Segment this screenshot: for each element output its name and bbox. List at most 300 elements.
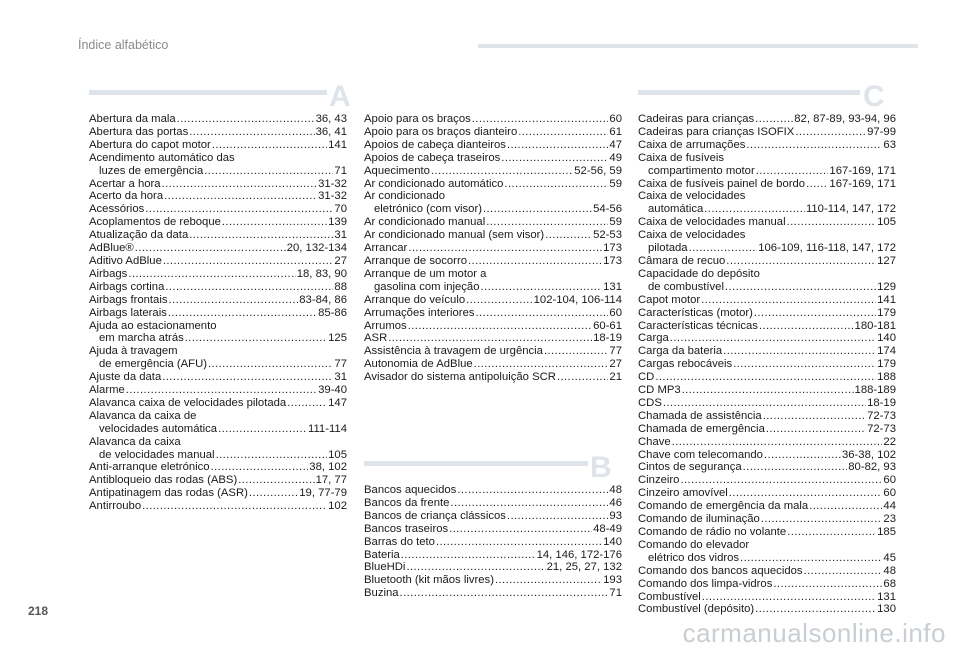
- index-entry-label: CDS: [638, 396, 662, 409]
- index-entry: [89, 500, 347, 513]
- dot-leader: [168, 307, 317, 320]
- index-entry-label: Ar condicionado manual: [364, 216, 486, 229]
- dot-leader: [238, 474, 314, 487]
- dot-leader: [216, 449, 328, 462]
- index-entry: [638, 487, 896, 500]
- index-entry-label: Chave: [638, 435, 671, 448]
- index-entry: [638, 165, 896, 178]
- index-entry-label: Anti-arranque eletrónico: [89, 461, 210, 474]
- dot-leader: [518, 126, 608, 139]
- index-entry: [89, 371, 347, 384]
- index-entry-label: Alavanca caixa de velocidades pilotada: [89, 396, 287, 409]
- index-entry-label: Acerto da hora: [89, 190, 164, 203]
- index-entry-label: Ar condicionado automático: [364, 177, 504, 190]
- dot-leader: [474, 358, 609, 371]
- index-entry-label: Alarme: [89, 384, 125, 397]
- index-entry: [638, 371, 896, 384]
- index-entry-pages: 141: [328, 138, 347, 151]
- index-entry: [638, 320, 896, 333]
- index-entry-heading: Caixa de fusíveis: [638, 151, 725, 164]
- dot-leader: [401, 549, 536, 562]
- dot-leader: [189, 229, 333, 242]
- index-entry-label: Buzina: [364, 587, 399, 600]
- index-entry-label: CD MP3: [638, 384, 681, 397]
- index-entry-label: Características (motor): [638, 306, 753, 319]
- index-entry-label: luzes de emergência: [99, 164, 204, 177]
- dot-leader: [481, 281, 603, 294]
- dot-leader: [754, 307, 876, 320]
- index-entry-label: Bancos da frente: [364, 496, 450, 509]
- dot-leader: [504, 178, 608, 191]
- index-entry-pages: 59: [609, 216, 622, 229]
- dot-leader: [672, 436, 883, 449]
- index-entry-label: Acoplamentos de reboque: [89, 216, 221, 229]
- index-entry: [89, 449, 347, 462]
- dot-leader: [763, 410, 866, 423]
- index-entry-pages: 97-99: [867, 125, 896, 138]
- index-entry-label: Bancos aquecidos: [364, 484, 457, 496]
- dot-leader: [701, 294, 876, 307]
- index-entry-heading: Caixa de velocidades: [638, 190, 746, 203]
- index-entry: [364, 281, 622, 294]
- watermark-text: carmanualsonline.info: [682, 618, 946, 648]
- dot-leader: [211, 461, 309, 474]
- index-entry-pages: 21: [609, 371, 622, 384]
- index-entry: [638, 474, 896, 487]
- index-entry: [638, 423, 896, 436]
- index-entry-label: Caixa de fusíveis painel de bordo: [638, 177, 806, 190]
- section-a-bar: [89, 90, 327, 95]
- index-entry-pages: 14, 146, 172-176: [536, 548, 622, 561]
- dot-leader: [544, 345, 608, 358]
- dot-leader: [670, 332, 876, 345]
- index-entry-label: Chamada de emergência: [638, 422, 765, 435]
- index-entry: [638, 578, 896, 591]
- index-entry: [364, 497, 622, 510]
- dot-leader: [723, 345, 876, 358]
- dot-leader: [663, 397, 866, 410]
- index-entry-pages: 45: [883, 551, 896, 564]
- dot-leader: [761, 513, 883, 526]
- index-entry-label: Cintos de segurança: [638, 461, 742, 474]
- index-entry-pages: 105: [328, 448, 347, 461]
- dot-leader: [682, 384, 854, 397]
- index-entry-label: Carga da bateria: [638, 345, 723, 358]
- index-entry-pages: 111-114: [308, 422, 347, 435]
- dot-leader: [733, 358, 876, 371]
- index-entry: [364, 216, 622, 229]
- index-entry-label: Bancos de criança clássicos: [364, 509, 506, 522]
- header-divider-bar: [478, 44, 918, 48]
- index-entry-label: Airbags: [89, 267, 128, 280]
- index-entry-pages: 23: [883, 513, 896, 526]
- index-entry-pages: 31-32: [318, 190, 347, 203]
- index-entry-pages: 188: [877, 371, 896, 384]
- index-entry-pages: 147: [328, 396, 347, 409]
- index-entry-label: Antirroubo: [89, 500, 142, 513]
- dot-leader: [507, 139, 608, 152]
- index-entry-pages: 167-169, 171: [829, 177, 896, 190]
- index-entry: [638, 603, 896, 616]
- index-entry-label: Comando dos limpa-vidros: [638, 577, 773, 590]
- dot-leader: [743, 461, 848, 474]
- index-entry: [364, 549, 622, 562]
- index-entry-label: BlueHDi: [364, 561, 406, 574]
- dot-leader: [222, 216, 327, 229]
- index-entry-label: de emergência (AFU): [99, 358, 207, 371]
- index-entry: [89, 474, 347, 487]
- index-entry: [638, 461, 896, 474]
- index-entry: [364, 307, 622, 320]
- index-entry-label: Ar condicionado manual (sem visor): [364, 229, 545, 242]
- index-entry-heading: Comando do elevador: [638, 538, 750, 551]
- dot-leader: [164, 190, 317, 203]
- index-entry-pages: 125: [328, 332, 347, 345]
- dot-leader: [169, 294, 299, 307]
- index-entry-pages: 193: [603, 574, 622, 587]
- dot-leader: [766, 423, 866, 436]
- index-entry-pages: 140: [877, 332, 896, 345]
- index-entry-label: Aquecimento: [364, 164, 430, 177]
- index-entry-pages: 110-114, 147, 172: [805, 203, 896, 216]
- page-number: 218: [28, 604, 49, 618]
- index-column-b: [364, 484, 622, 600]
- index-entry: [89, 190, 347, 203]
- dot-leader: [128, 268, 295, 281]
- index-entry-label: Atualização da data: [89, 229, 189, 242]
- dot-leader: [162, 178, 318, 191]
- index-entry-pages: 71: [609, 587, 622, 600]
- section-b-bar: [364, 461, 588, 466]
- index-entry-label: Airbags cortina: [89, 280, 165, 293]
- index-entry: [89, 332, 347, 345]
- index-entry-pages: 59: [609, 177, 622, 190]
- index-entry: [638, 397, 896, 410]
- index-entry: [638, 436, 896, 449]
- index-entry-label: Apoio para os braços dianteiro: [364, 125, 518, 138]
- index-entry-label: ASR: [364, 332, 388, 345]
- index-entry-label: Características técnicas: [638, 319, 758, 332]
- index-entry: [638, 178, 896, 191]
- index-entry: [364, 178, 622, 191]
- dot-leader: [545, 229, 592, 242]
- index-entry: [364, 126, 622, 139]
- index-entry-label: Câmara de recuo: [638, 254, 726, 267]
- index-entry-pages: 71: [334, 164, 347, 177]
- dot-leader: [177, 113, 315, 126]
- index-entry-label: Acertar a hora: [89, 177, 161, 190]
- dot-leader: [189, 126, 314, 139]
- index-entry-label: Arranque do veículo: [364, 293, 466, 306]
- index-entry-label: Bancos traseiros: [364, 522, 449, 535]
- dot-leader: [806, 178, 828, 191]
- index-entry-pages: 49: [609, 151, 622, 164]
- dot-leader: [431, 165, 573, 178]
- index-entry-pages: 102: [328, 500, 347, 513]
- index-entry-pages: 36-38, 102: [841, 448, 896, 461]
- index-entry-label: Cadeiras para crianças ISOFIX: [638, 125, 795, 138]
- dot-leader: [408, 242, 602, 255]
- index-entry-heading: Caixa de velocidades: [638, 229, 746, 242]
- index-entry: [638, 281, 896, 294]
- index-entry: [638, 345, 896, 358]
- index-entry-label: Chave com telecomando: [638, 448, 763, 461]
- section-b-letter: B: [590, 451, 612, 484]
- dot-leader: [218, 423, 307, 436]
- index-entry-pages: 72-73: [867, 409, 896, 422]
- index-entry: [89, 423, 347, 436]
- index-entry-pages: 48: [883, 564, 896, 577]
- index-entry-label: Arrancar: [364, 242, 408, 255]
- index-entry: [89, 242, 347, 255]
- dot-leader: [185, 332, 327, 345]
- index-entry-pages: 70: [334, 203, 347, 216]
- index-entry-label: Assistência à travagem de urgência: [364, 345, 543, 358]
- index-entry: [364, 371, 622, 384]
- index-entry-pages: 54-56: [593, 203, 622, 216]
- index-entry-label: Bateria: [364, 548, 400, 561]
- index-entry-label: automática: [648, 203, 704, 216]
- index-entry-pages: 60: [609, 306, 622, 319]
- dot-leader: [145, 203, 333, 216]
- index-entry: [89, 255, 347, 268]
- index-entry: [89, 165, 347, 178]
- index-entry-pages: 31: [334, 371, 347, 384]
- index-entry: [364, 113, 622, 126]
- index-entry: [89, 384, 347, 397]
- dot-leader: [212, 139, 327, 152]
- dot-leader: [204, 165, 333, 178]
- dot-leader: [804, 565, 883, 578]
- index-entry-label: Abertura das portas: [89, 125, 189, 138]
- index-entry-pages: 129: [877, 280, 896, 293]
- index-entry: [364, 152, 622, 165]
- index-entry-pages: 179: [877, 358, 896, 371]
- index-entry-pages: 167-169, 171: [829, 164, 896, 177]
- dot-leader: [501, 152, 608, 165]
- index-entry: [364, 165, 622, 178]
- index-entry-label: Abertura do capot motor: [89, 138, 211, 151]
- index-entry-pages: 174: [877, 345, 896, 358]
- dot-leader: [764, 449, 841, 462]
- index-entry: [89, 281, 347, 294]
- index-entry: [364, 561, 622, 574]
- index-entry-label: Airbags laterais: [89, 306, 167, 319]
- section-c-letter: C: [863, 80, 885, 113]
- index-entry-pages: 77: [334, 358, 347, 371]
- dot-leader: [142, 500, 327, 513]
- index-entry-pages: 131: [877, 590, 896, 603]
- index-entry-heading: Ajuda ao estacionamento: [89, 319, 217, 332]
- index-entry-pages: 93: [609, 509, 622, 522]
- index-entry-label: de combustível: [648, 280, 724, 293]
- index-entry: [638, 242, 896, 255]
- index-entry-pages: 38, 102: [309, 461, 347, 474]
- index-entry: [364, 255, 622, 268]
- dot-leader: [408, 320, 592, 333]
- index-entry: [638, 294, 896, 307]
- index-entry: [364, 229, 622, 242]
- index-entry-heading: Alavanca da caixa: [89, 435, 181, 448]
- dot-leader: [388, 332, 592, 345]
- index-entry: [364, 242, 622, 255]
- index-entry-label: Arranque de socorro: [364, 254, 467, 267]
- index-entry: [638, 526, 896, 539]
- index-entry: [89, 178, 347, 191]
- index-entry-pages: 127: [877, 254, 896, 267]
- index-entry-pages: 140: [603, 535, 622, 548]
- index-entry: [638, 307, 896, 320]
- index-entry-pages: 173: [603, 254, 622, 267]
- dot-leader: [126, 384, 317, 397]
- index-entry-pages: 44: [883, 500, 896, 513]
- index-entry-label: Abertura da mala: [89, 113, 176, 125]
- dot-leader: [702, 591, 876, 604]
- index-entry-pages: 18-19: [593, 332, 622, 345]
- index-entry-label: em marcha atrás: [99, 332, 184, 345]
- dot-leader: [249, 487, 298, 500]
- index-entry-label: Antibloqueio das rodas (ABS): [89, 474, 238, 487]
- index-entry-label: Caixa de velocidades manual: [638, 216, 786, 229]
- index-entry: [638, 449, 896, 462]
- dot-leader: [787, 216, 877, 229]
- dot-leader: [495, 574, 602, 587]
- dot-leader: [756, 165, 829, 178]
- index-entry: [89, 294, 347, 307]
- dot-leader: [773, 578, 882, 591]
- dot-leader: [726, 255, 876, 268]
- index-entry-pages: 17, 77: [315, 474, 347, 487]
- index-entry-pages: 31: [334, 229, 347, 242]
- index-entry-label: Comando dos bancos aquecidos: [638, 564, 803, 577]
- index-entry-heading: Ajuda à travagem: [89, 345, 178, 358]
- index-entry-heading: Ar condicionado: [364, 190, 446, 203]
- index-entry: [364, 203, 622, 216]
- index-entry: [364, 320, 622, 333]
- index-entry-label: Combustível: [638, 590, 701, 603]
- index-entry: [89, 307, 347, 320]
- index-entry-pages: 105: [877, 216, 896, 229]
- index-entry-pages: 106-109, 116-118, 147, 172: [758, 242, 896, 255]
- index-entry-pages: 68: [883, 577, 896, 590]
- index-entry: [89, 358, 347, 371]
- index-entry: [638, 203, 896, 216]
- dot-leader: [680, 474, 882, 487]
- dot-leader: [729, 487, 883, 500]
- index-entry: [89, 268, 347, 281]
- index-entry-pages: 179: [877, 306, 896, 319]
- dot-leader: [135, 242, 286, 255]
- index-entry-pages: 63: [883, 138, 896, 151]
- index-entry: [89, 216, 347, 229]
- index-entry-label: Acessórios: [89, 203, 145, 216]
- index-entry-pages: 173: [603, 242, 622, 255]
- index-entry-label: Cinzeiro: [638, 474, 680, 487]
- index-entry-label: elétrico dos vidros: [648, 551, 740, 564]
- index-entry-pages: 27: [609, 358, 622, 371]
- index-entry-pages: 102-104, 106-114: [533, 293, 622, 306]
- index-entry-label: Comando de emergência da mala: [638, 500, 809, 513]
- dot-leader: [400, 587, 609, 600]
- dot-leader: [740, 552, 882, 565]
- index-entry-pages: 80-82, 93: [848, 461, 896, 474]
- index-entry-label: Comando de rádio no volante: [638, 526, 787, 538]
- index-entry-label: Airbags frontais: [89, 293, 168, 306]
- index-entry-label: Combustível (depósito): [638, 603, 755, 616]
- index-entry-label: Autonomia de AdBlue: [364, 358, 473, 371]
- index-entry-label: Chamada de assistência: [638, 409, 762, 422]
- index-entry-pages: 22: [883, 435, 896, 448]
- index-entry: [638, 113, 896, 126]
- index-entry: [89, 126, 347, 139]
- index-column-a: [89, 113, 347, 513]
- index-entry-label: Ajuste da data: [89, 371, 162, 384]
- index-entry: [364, 484, 622, 497]
- index-entry-pages: 47: [609, 138, 622, 151]
- dot-leader: [725, 281, 876, 294]
- dot-leader: [162, 371, 333, 384]
- index-entry-pages: 141: [877, 293, 896, 306]
- index-entry: [638, 500, 896, 513]
- index-entry-label: Avisador do sistema antipoluição SCR: [364, 371, 556, 384]
- index-entry: [89, 397, 347, 410]
- index-entry-label: Comando de iluminação: [638, 513, 760, 526]
- index-column-a-continued: [364, 113, 622, 384]
- index-entry-pages: 85-86: [318, 306, 347, 319]
- index-entry-pages: 18, 83, 90: [296, 267, 347, 280]
- index-entry-label: Caixa de arrumações: [638, 138, 746, 151]
- index-entry-pages: 19, 77-79: [299, 487, 347, 500]
- index-entry: [364, 139, 622, 152]
- index-entry: [89, 113, 347, 126]
- dot-leader: [468, 255, 602, 268]
- dot-leader: [795, 126, 866, 139]
- index-entry: [638, 552, 896, 565]
- index-entry-pages: 131: [603, 280, 622, 293]
- index-entry-label: Antipatinagem das rodas (ASR): [89, 487, 248, 500]
- index-entry: [89, 229, 347, 242]
- index-entry-label: de velocidades manual: [99, 448, 215, 461]
- index-entry-pages: 180-181: [854, 319, 896, 332]
- dot-leader: [476, 307, 609, 320]
- index-entry-pages: 48: [609, 484, 622, 496]
- section-a-letter: A: [329, 80, 351, 113]
- index-entry: [638, 126, 896, 139]
- index-entry: [638, 565, 896, 578]
- index-entry-label: velocidades automática: [99, 422, 218, 435]
- index-entry-label: compartimento motor: [648, 164, 755, 177]
- index-entry-label: Apoios de cabeça traseiros: [364, 151, 501, 164]
- dot-leader: [759, 320, 854, 333]
- index-entry-pages: 83-84, 86: [299, 293, 347, 306]
- index-entry: [364, 536, 622, 549]
- index-entry-pages: 18-19: [867, 396, 896, 409]
- index-entry: [638, 216, 896, 229]
- dot-leader: [755, 113, 793, 126]
- index-entry-pages: 21, 25, 27, 132: [546, 561, 622, 574]
- index-entry: [638, 384, 896, 397]
- index-entry-pages: 82, 87-89, 93-94, 96: [794, 113, 896, 125]
- dot-leader: [787, 526, 876, 539]
- dot-leader: [450, 497, 608, 510]
- dot-leader: [704, 203, 805, 216]
- index-entry: [638, 513, 896, 526]
- index-entry-pages: 188-189: [854, 384, 896, 397]
- dot-leader: [163, 255, 334, 268]
- index-entry: [364, 345, 622, 358]
- index-entry-label: Aditivo AdBlue: [89, 254, 162, 267]
- index-entry-pages: 130: [877, 603, 896, 616]
